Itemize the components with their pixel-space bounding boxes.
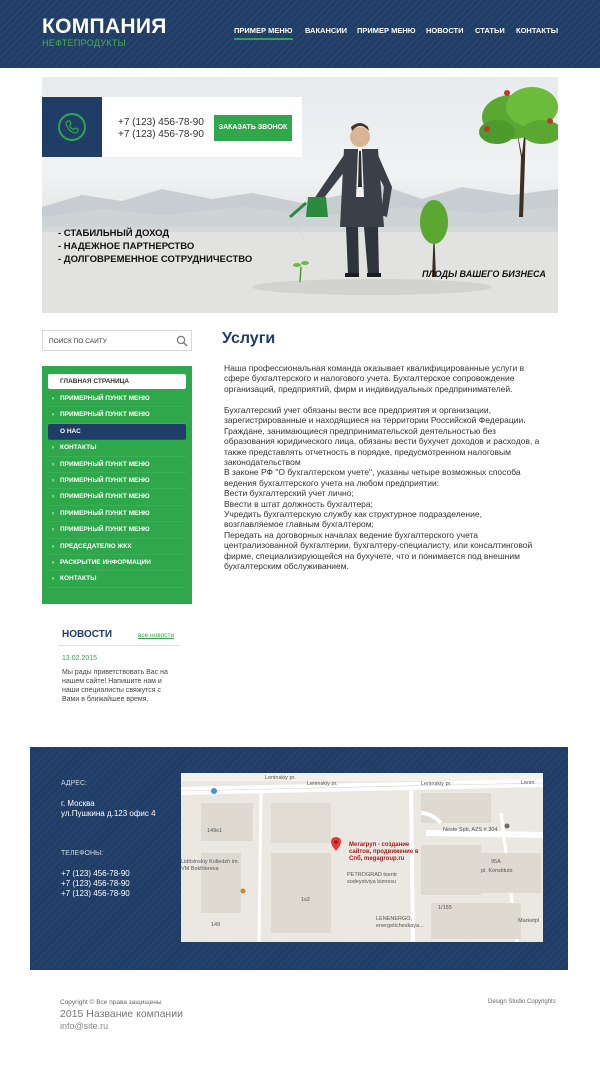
nav-item-example-menu-2[interactable]: ПРИМЕР МЕНЮ [357,26,416,35]
nav-item-contacts[interactable]: КОНТАКТЫ [516,26,559,35]
phone-icon-box [42,97,102,157]
callback-button[interactable]: ЗАКАЗАТЬ ЗВОНОК [214,115,292,141]
map-label: Marketpl [518,918,540,924]
map-label: Leninskiy pr. [421,781,452,787]
news-title: НОВОСТИ [62,629,113,640]
address-city: г. Москва [61,799,95,808]
studio-credit[interactable]: Design Studio Copyrights [488,999,556,1005]
map-label: pl. Konstituts [481,868,513,874]
contact-phone-1[interactable]: +7 (123) 456-78-90 [61,869,130,878]
sidebar-item-label: РАСКРЫТИЕ ИНФОРМАЦИИ [60,558,151,566]
address-label: АДРЕС: [61,780,87,787]
map-label: LENENERGO, energeticheskaya... [376,916,424,929]
chevron-right-icon: › [52,477,54,484]
phone-block [42,97,302,157]
sidebar-item-label: КОНТАКТЫ [60,575,97,583]
sidebar-item-label: ПРИМЕРНЫЙ ПУНКТ МЕНЮ [60,493,150,501]
contact-phone-3[interactable]: +7 (123) 456-78-90 [61,889,130,898]
sidebar-item-label: ПРИМЕРНЫЙ ПУНКТ МЕНЮ [60,411,150,419]
content-paragraph: Ввести в штат должность бухгалтера; [224,498,373,509]
content-paragraph: Передать на договорных началах ведение бухгалтерского учета централизованной бухгалтерии, бухгалтеру-специалисту, или консалтинговой фирме, специализирующейся на бухучете, что и понимается под внешним бухгалтерским обслуживанием. [224,529,533,572]
sidebar-item-example-5[interactable] [48,489,186,505]
all-news-link[interactable]: все новости [138,632,175,639]
phone-icon [64,119,80,135]
map-label: Neste Spb, AZS # 304 [443,827,498,833]
company-name: 2015 Название компании [60,1008,183,1020]
header [0,0,600,68]
location-map[interactable] [181,773,543,942]
sidebar-item-example-4[interactable] [48,473,186,489]
sidebar-item-label: О НАС [60,427,81,435]
main-nav [0,26,600,42]
banner-phone-1[interactable]: +7 (123) 456-78-90 [118,117,204,128]
benefit-item: - ДОЛГОВРЕМЕННОЕ СОТРУДНИЧЕСТВО [58,254,253,265]
map-label: 95A [491,859,501,865]
map-label: 1s2 [301,897,310,903]
contacts-section [30,747,568,970]
logo-subtitle: НЕФТЕПРОДУКТЫ [42,38,126,48]
sidebar-item-home[interactable] [48,374,186,389]
search-input[interactable] [49,336,169,346]
chevron-right-icon: › [52,576,54,583]
sidebar-item-disclosure[interactable] [48,555,186,571]
sidebar-item-example-6[interactable] [48,506,186,522]
sidebar-item-label: ПРИМЕРНЫЙ ПУНКТ МЕНЮ [60,460,150,468]
sidebar-item-contacts-2[interactable] [48,571,186,587]
sidebar-item-label: ПРИМЕРНЫЙ ПУНКТ МЕНЮ [60,395,150,402]
sidebar-item-label: ПРИМЕРНЫЙ ПУНКТ МЕНЮ [60,509,150,517]
chevron-right-icon: › [52,510,54,517]
logo-title[interactable]: КОМПАНИЯ [42,15,167,38]
search-icon[interactable] [176,335,188,347]
benefit-item: - СТАБИЛЬНЫЙ ДОХОД [58,228,170,239]
chevron-right-icon: › [52,559,54,566]
sidebar-item-example-2[interactable] [48,407,186,423]
search-box [42,330,192,351]
news-text[interactable]: Мы рады приветствовать Вас на нашем сайте! Напишите нам и наши специалисты свяжутся с Вами в ближайшее время. [62,669,168,703]
benefits-list [58,227,252,266]
map-label: PETROGRAD tsentr sodeystviya biznesu [347,872,398,885]
banner-slogan: ПЛОДЫ ВАШЕГО БИЗНЕСА [422,269,546,279]
map-label: Liditsinskiy Kolledzh im. VM Bekhtereva [181,859,240,872]
content-paragraph: В законе РФ "О бухгалтерском учете", указаны четыре возможных способа ведения бухгалтерского учета на любом предприятии: [224,467,521,488]
footer-email[interactable]: info@site.ru [60,1021,109,1031]
sidebar-menu [42,366,192,604]
nav-item-vacancies[interactable]: ВАКАНСИИ [305,26,348,35]
map-marker-label[interactable]: Мегагруп - создание сайтов, продвижение в Спб, megagroup.ru [349,842,419,862]
sidebar-item-about[interactable] [48,424,186,440]
nav-item-news[interactable]: НОВОСТИ [426,26,464,35]
map-label: 149 [211,922,221,928]
copyright-text: Copyright © Все права защищены [60,999,162,1006]
sidebar-item-example-7[interactable] [48,522,186,538]
map-label: Leninskiy pr. [265,775,296,781]
chevron-right-icon: › [52,445,54,452]
content-intro: Наша профессиональная команда оказывает квалифицированные услуги в сфере бухгалтерского и налогового учета. Бухгалтерское сопровождение организаций, предприятий, фирм и индивидуальных предпринимателей. [224,363,525,394]
map-label: 1/155 [438,905,452,911]
chevron-right-icon: › [52,396,54,402]
map-label: Lenin [521,780,535,786]
sidebar-item-housing-chairman[interactable] [48,539,186,555]
sidebar-item-example-3[interactable] [48,457,186,473]
chevron-right-icon: › [52,461,54,468]
sidebar-item-example-1[interactable] [48,391,186,407]
map-label: Leninskiy pr. [307,781,338,787]
address-street: ул.Пушкина д.123 офис 4 [61,809,156,818]
contact-phone-2[interactable]: +7 (123) 456-78-90 [61,879,130,888]
news-date: 13.02.2015 [62,655,98,662]
nav-item-articles[interactable]: СТАТЬИ [475,26,505,35]
sidebar-item-label: ПРИМЕРНЫЙ ПУНКТ МЕНЮ [60,476,150,484]
sidebar-item-label: ГЛАВНАЯ СТРАНИЦА [60,378,130,385]
sidebar-item-label: ПРЕДСЕДАТЕЛЮ ЖКХ [60,542,132,550]
chevron-right-icon: › [52,412,54,419]
content-paragraph: Бухгалтерский учет обязаны вести все предприятия и организации, зарегистрированные и находящиеся на территории Российской Федерации. Граждане, занимающиеся предпринимательской деятельностью без образования юридического лица, обязаны вести бухучет доходов и расходов, а также представлять отчетность в порядке, предусмотренном налоговым законодательством [224,405,540,468]
hero-banner [42,77,558,313]
map-marker-icon[interactable] [331,837,341,851]
sidebar-item-contacts[interactable] [48,440,186,456]
content-paragraph: Учредить бухгалтерскую службу как структурное подразделение, возглавляемое главным бухгалтером; [224,509,482,530]
nav-item-example-menu-1[interactable]: ПРИМЕР МЕНЮ [234,26,293,35]
chevron-right-icon: › [52,494,54,501]
banner-phone-2[interactable]: +7 (123) 456-78-90 [118,129,204,140]
chevron-right-icon: › [52,543,54,550]
page-title: Услуги [222,330,276,347]
content-paragraph: Вести бухгалтерский учет лично; [224,488,354,499]
benefit-item: - НАДЕЖНОЕ ПАРТНЕРСТВО [58,241,195,252]
chevron-right-icon: › [52,527,54,534]
sidebar-item-label: КОНТАКТЫ [60,444,97,452]
phones-label: ТЕЛЕФОНЫ: [61,850,104,857]
content-body [224,405,542,572]
map-label: 149s1 [207,828,222,834]
sidebar-item-label: ПРИМЕРНЫЙ ПУНКТ МЕНЮ [60,526,150,534]
divider [58,645,180,646]
